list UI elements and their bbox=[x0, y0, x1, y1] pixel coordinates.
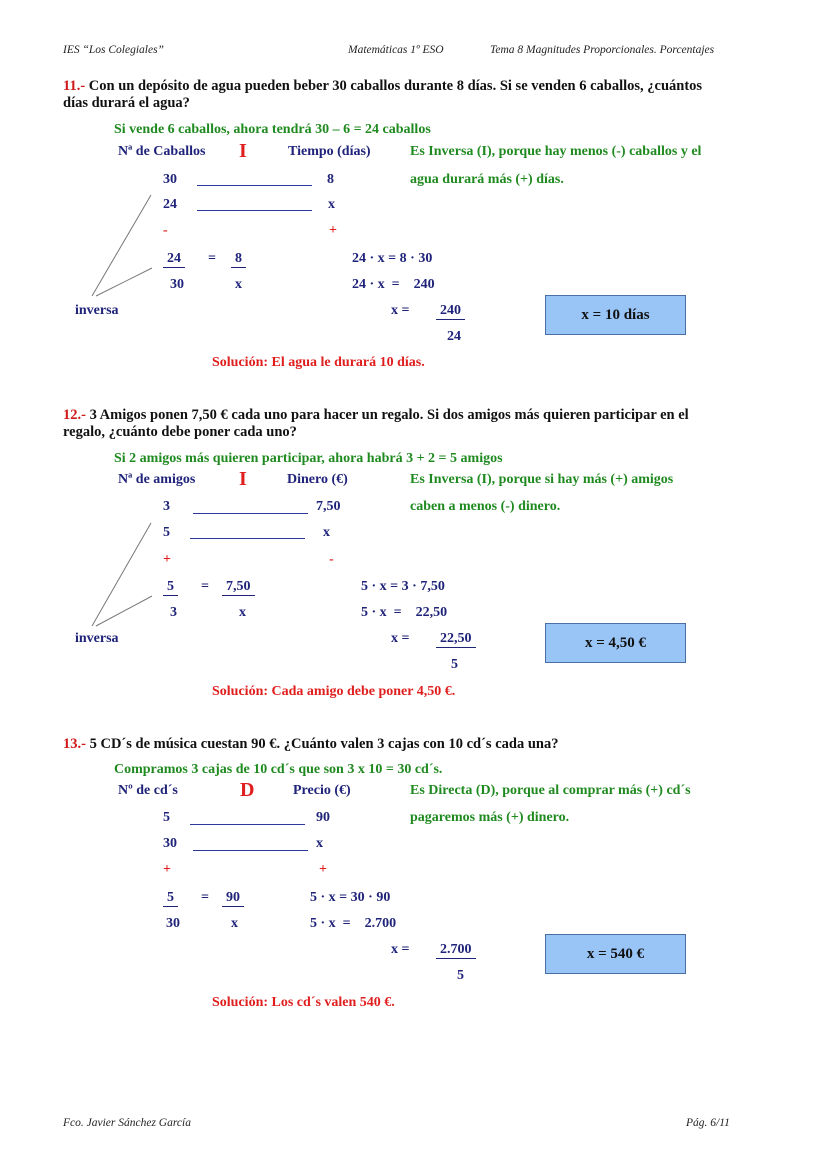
proportion-denominator-2: x bbox=[231, 916, 238, 931]
step-2: 5 · x = 2.700 bbox=[310, 916, 397, 931]
step-3-lhs: x = bbox=[391, 631, 410, 646]
proportion-denominator-1: 30 bbox=[166, 916, 180, 931]
row2-value-a: 5 bbox=[163, 525, 170, 540]
row1-value-a: 3 bbox=[163, 499, 170, 514]
problem-number: 11.- bbox=[63, 78, 86, 94]
row1-value-a: 30 bbox=[163, 172, 177, 187]
statement-line: Con un depósito de agua pueden beber 30 caballos durante 8 días. Si se venden 6 caballos, ¿cuántos bbox=[85, 78, 703, 94]
column-header-1: Nª de amigos bbox=[118, 472, 196, 487]
proportion-type-letter: I bbox=[239, 468, 247, 490]
answer-text: x = 540 € bbox=[586, 945, 645, 962]
sign-a: + bbox=[163, 862, 171, 877]
column-header-1: Nª de Caballos bbox=[118, 144, 206, 159]
reason-line-2: agua durará más (+) días. bbox=[410, 172, 564, 187]
solution-text: Solución: Cada amigo debe poner 4,50 €. bbox=[212, 684, 456, 699]
proportion-numerator-1: 5 bbox=[163, 579, 178, 596]
proportion-numerator-1: 5 bbox=[163, 890, 178, 907]
proportion-denominator-1: 30 bbox=[170, 277, 184, 292]
statement-line-2: regalo, ¿cuánto debe poner cada uno? bbox=[63, 424, 297, 440]
footer-author: Fco. Javier Sánchez García bbox=[63, 1117, 191, 1129]
proportion-numerator-2: 8 bbox=[231, 251, 246, 268]
row2-connector-line bbox=[193, 850, 308, 851]
step-3-denominator: 5 bbox=[457, 968, 464, 983]
proportion-equals: = bbox=[201, 579, 209, 594]
header-subject: Matemáticas 1º ESO bbox=[348, 44, 444, 56]
problem-number: 13.- bbox=[63, 736, 86, 752]
answer-text: x = 10 días bbox=[581, 306, 650, 323]
step-3-denominator: 24 bbox=[447, 329, 461, 344]
proportion-numerator-2: 90 bbox=[222, 890, 244, 907]
proportion-equals: = bbox=[201, 890, 209, 905]
proportion-denominator-1: 3 bbox=[170, 605, 177, 620]
solution-text: Solución: Los cd´s valen 540 €. bbox=[212, 995, 395, 1010]
proportion-type-letter: I bbox=[239, 140, 247, 162]
sign-a: + bbox=[163, 552, 171, 567]
row1-value-b: 8 bbox=[327, 172, 334, 187]
answer-box bbox=[545, 934, 686, 974]
answer-text: x = 4,50 € bbox=[584, 634, 647, 651]
proportion-numerator-2: 7,50 bbox=[222, 579, 255, 596]
column-header-2: Tiempo (días) bbox=[288, 144, 371, 159]
proportion-denominator-2: x bbox=[235, 277, 242, 292]
diagram-label: inversa bbox=[75, 303, 119, 318]
step-3-numerator: 240 bbox=[436, 303, 465, 320]
intro-text: Si 2 amigos más quieren participar, ahora habrá 3 + 2 = 5 amigos bbox=[114, 451, 503, 466]
column-header-1: Nº de cd´s bbox=[118, 783, 178, 798]
step-1: 5 · x = 30 · 90 bbox=[310, 890, 391, 905]
proportion-type-letter: D bbox=[240, 779, 255, 801]
row1-value-b: 90 bbox=[316, 810, 330, 825]
row2-value-a: 30 bbox=[163, 836, 177, 851]
step-3-numerator: 2.700 bbox=[436, 942, 476, 959]
column-header-2: Dinero (€) bbox=[287, 472, 348, 487]
step-3-lhs: x = bbox=[391, 942, 410, 957]
proportion-equals: = bbox=[208, 251, 216, 266]
row1-value-a: 5 bbox=[163, 810, 170, 825]
step-2: 24 · x = 240 bbox=[352, 277, 435, 292]
statement-line: 3 Amigos ponen 7,50 € cada uno para hacer un regalo. Si dos amigos más quieren participar en el bbox=[85, 407, 689, 423]
intro-text: Compramos 3 cajas de 10 cd´s que son 3 x 10 = 30 cd´s. bbox=[114, 762, 443, 777]
solution-text: Solución: El agua le durará 10 días. bbox=[212, 355, 425, 370]
reason-line-1: Es Inversa (I), porque hay menos (-) caballos y el bbox=[410, 144, 702, 159]
header-topic: Tema 8 Magnitudes Proporcionales. Porcentajes bbox=[490, 44, 715, 56]
step-3-numerator: 22,50 bbox=[436, 631, 476, 648]
diagram-label: inversa bbox=[75, 631, 119, 646]
sign-b: - bbox=[329, 552, 334, 567]
sign-a: - bbox=[163, 223, 168, 238]
row2-value-b: x bbox=[328, 197, 335, 212]
reason-line-1: Es Inversa (I), porque si hay más (+) amigos bbox=[410, 472, 674, 487]
row2-value-b: x bbox=[323, 525, 330, 540]
step-3-denominator: 5 bbox=[451, 657, 458, 672]
reason-line-2: pagaremos más (+) dinero. bbox=[410, 810, 570, 825]
header-school: IES “Los Colegiales” bbox=[63, 44, 164, 56]
problem-number: 12.- bbox=[63, 407, 86, 423]
reason-line-1: Es Directa (D), porque al comprar más (+) cd´s bbox=[410, 783, 691, 798]
statement-line: 5 CD´s de música cuestan 90 €. ¿Cuánto valen 3 cajas con 10 cd´s cada una? bbox=[85, 736, 559, 752]
step-1: 24 · x = 8 · 30 bbox=[352, 251, 433, 266]
row1-value-b: 7,50 bbox=[316, 499, 341, 514]
column-header-2: Precio (€) bbox=[293, 783, 351, 798]
step-3-lhs: x = bbox=[391, 303, 410, 318]
proportion-numerator-1: 24 bbox=[163, 251, 185, 268]
row1-connector-line bbox=[190, 824, 305, 825]
step-2: 5 · x = 22,50 bbox=[361, 605, 448, 620]
intro-text: Si vende 6 caballos, ahora tendrá 30 – 6 = 24 caballos bbox=[114, 122, 431, 137]
sign-b: + bbox=[319, 862, 327, 877]
footer-page-number: Pág. 6/11 bbox=[686, 1117, 730, 1129]
answer-box bbox=[545, 623, 686, 663]
row2-value-b: x bbox=[316, 836, 323, 851]
statement-line-2: días durará el agua? bbox=[63, 95, 190, 111]
problem-statement bbox=[63, 736, 558, 753]
row2-value-a: 24 bbox=[163, 197, 177, 212]
reason-line-2: caben a menos (-) dinero. bbox=[410, 499, 561, 514]
sign-b: + bbox=[329, 223, 337, 238]
proportion-denominator-2: x bbox=[239, 605, 246, 620]
step-1: 5 · x = 3 · 7,50 bbox=[361, 579, 445, 594]
